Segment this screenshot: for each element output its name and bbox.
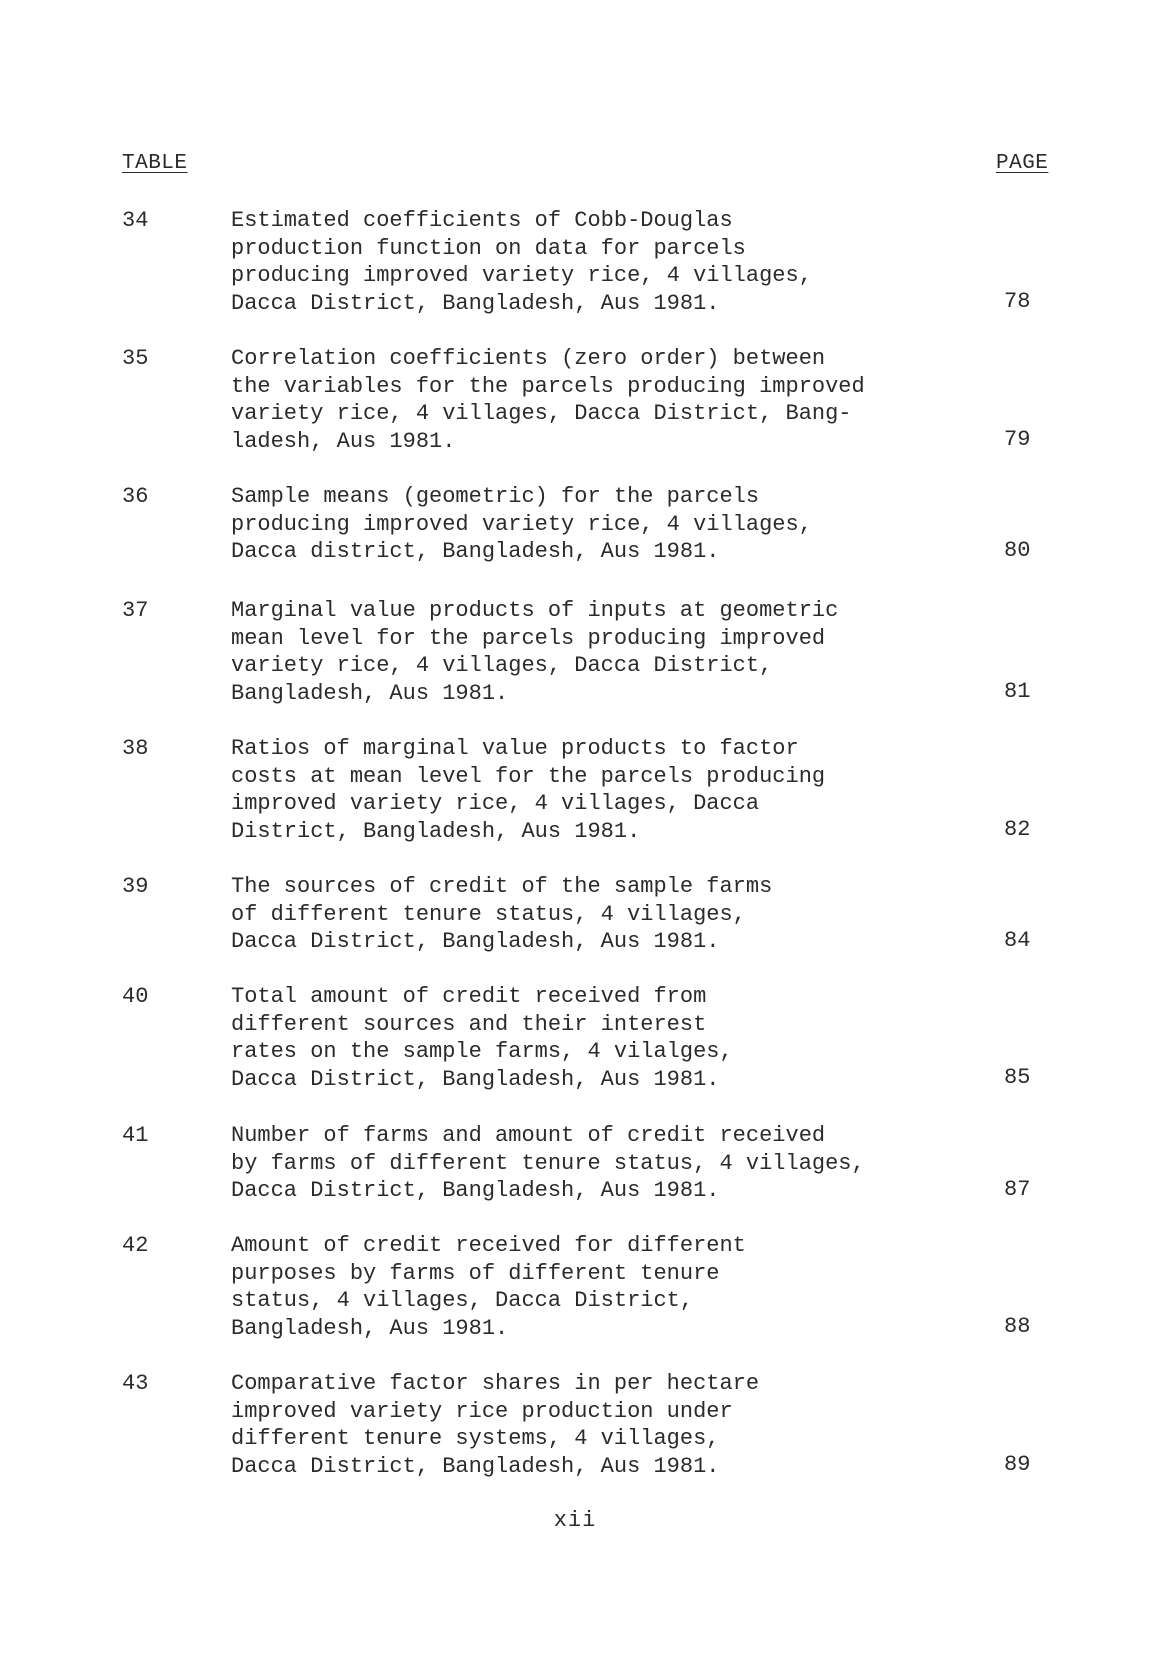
table-title: Amount of credit received for different purposes by farms of different tenure status, 4 villages, Dacca District, Bangladesh, Aus 1981.: [231, 1233, 746, 1341]
table-title: Total amount of credit received from different sources and their interest rates on the sample farms, 4 vilalges, Dacca District, Bangladesh, Aus 1981.: [231, 984, 733, 1092]
table-title: Estimated coefficients of Cobb-Douglas production function on data for parcels producing improved variety rice, 4 villages, Dacca District, Bangladesh, Aus 1981.: [231, 208, 812, 316]
table-title: Marginal value products of inputs at geometric mean level for the parcels producing improved variety rice, 4 villages, Dacca District, Bangladesh, Aus 1981.: [231, 598, 839, 706]
table-column-heading: TABLE: [122, 152, 188, 175]
table-number: 35: [122, 346, 149, 371]
page-number: 81: [1004, 679, 1031, 704]
page-number: 82: [1004, 817, 1031, 842]
table-number: 39: [122, 874, 149, 899]
table-number: 38: [122, 736, 149, 761]
page-number: 79: [1004, 427, 1031, 452]
table-title: Ratios of marginal value products to factor costs at mean level for the parcels producing improved variety rice, 4 villages, Dacca District, Bangladesh, Aus 1981.: [231, 736, 826, 844]
table-title: Comparative factor shares in per hectare improved variety rice production under different tenure systems, 4 villages, Dacca District, Bangladesh, Aus 1981.: [231, 1371, 760, 1479]
table-title: Sample means (geometric) for the parcels producing improved variety rice, 4 villages, Dacca district, Bangladesh, Aus 1981.: [231, 484, 812, 565]
page-number: 84: [1004, 928, 1031, 953]
page-number: 80: [1004, 538, 1031, 563]
page-column-heading: PAGE: [996, 152, 1049, 175]
table-number: 43: [122, 1371, 149, 1396]
table-number: 41: [122, 1123, 149, 1148]
table-number: 34: [122, 208, 149, 233]
table-number: 40: [122, 984, 149, 1009]
page-number: 89: [1004, 1452, 1031, 1477]
table-title: The sources of credit of the sample farms of different tenure status, 4 villages, Dacca District, Bangladesh, Aus 1981.: [231, 874, 773, 955]
table-number: 37: [122, 598, 149, 623]
table-title: Number of farms and amount of credit received by farms of different tenure status, 4 villages, Dacca District, Bangladesh, Aus 1981.: [231, 1123, 865, 1204]
page-number: 78: [1004, 289, 1031, 314]
table-number: 42: [122, 1233, 149, 1258]
page-footer-number: xii: [553, 1508, 597, 1533]
table-title: Correlation coefficients (zero order) between the variables for the parcels producing improved variety rice, 4 villages, Dacca District, Bang- ladesh, Aus 1981.: [231, 346, 865, 454]
page-number: 85: [1004, 1065, 1031, 1090]
table-number: 36: [122, 484, 149, 509]
page-number: 87: [1004, 1177, 1031, 1202]
page-number: 88: [1004, 1314, 1031, 1339]
